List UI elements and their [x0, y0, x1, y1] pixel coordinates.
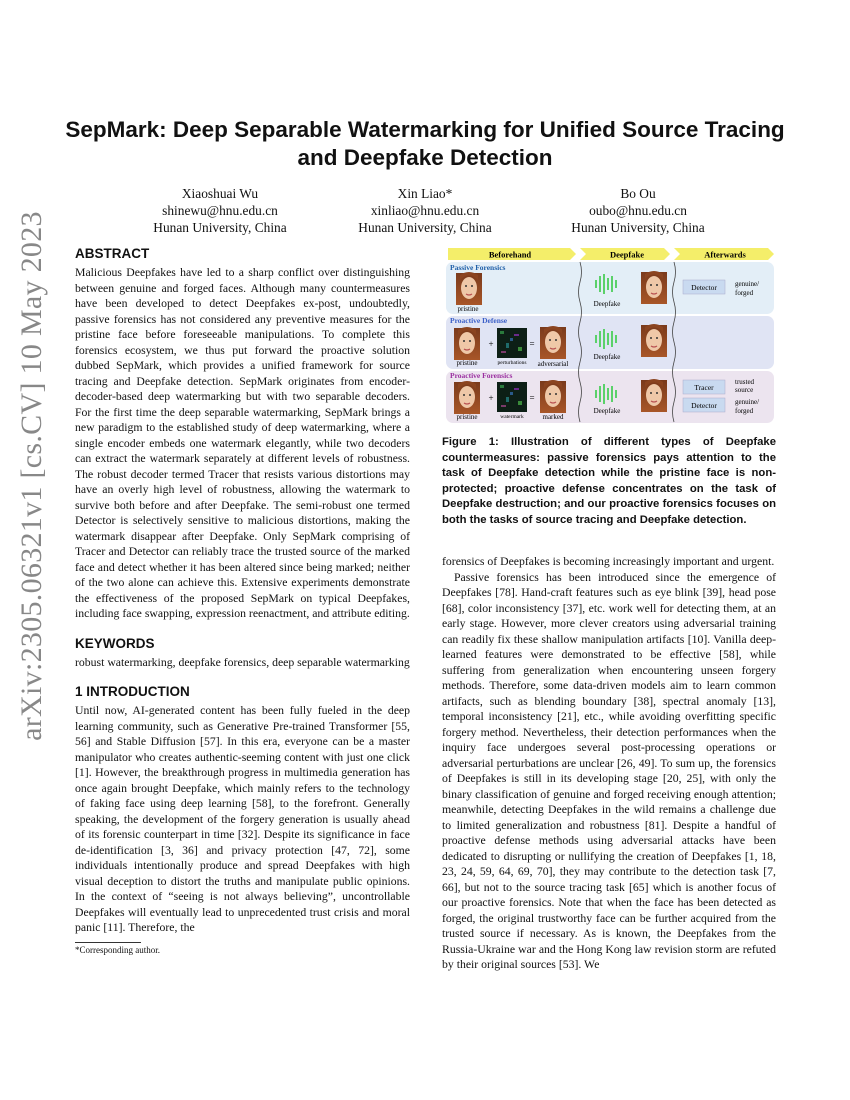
author-email: shinewu@hnu.edu.cn	[162, 203, 278, 218]
panel-title-defense: Proactive Defense	[450, 316, 508, 325]
abstract-text: Malicious Deepfakes have led to a sharp conflict over distinguishing between genuine and forged faces. Although many countermeasures have been developed to detect Deepfakes ex-post, undoubtedly, passive forensics has not considered any preventive measures for the pristine face before foreseeable manipulations. To complete this forensics ecosystem, we thus put forward the proactive solution dubbed SepMark, which provides a unified framework for source tracing and Deepfake detection. SepMark originates from encoder-decoder-based deep watermarking but with two separable decoders. For the first time the deep separable watermarking, SepMark brings a new paradigm to the established study of deep watermarking, where a single encoder embeds one watermark elegantly, while two decoders can extract the watermark separately at different levels of robustness. The robust decoder termed Tracer that resists various distortions may have an overly high level of robustness, allowing the watermark to survive both before and after Deepfake. The semi-robust one termed Detector is selectively sensitive to malicious distortions, making the watermark disappear after Deepfake. Only SepMark comprising of Tracer and Detector can reliably trace the trusted source of the marked face and detect whether it has been altered since being marked; neither of the two alone can achieve this. Extensive experiments demonstrate the effectiveness of the proposed SepMark on typical Deepfakes, including face swapping, expression reenactment, and attribute editing.	[75, 266, 410, 620]
introduction-heading: 1 INTRODUCTION	[75, 684, 190, 699]
label-trusted: trusted	[735, 378, 755, 386]
label-forged: forged	[735, 407, 754, 415]
header-deepfake: Deepfake	[610, 249, 644, 260]
forged-face-icon	[641, 271, 667, 304]
panel-proactive-defense	[446, 316, 774, 369]
forged-face-icon	[641, 379, 667, 412]
destroyed-face-icon	[641, 324, 667, 357]
detector-box-label: Detector	[691, 283, 717, 292]
keywords-text: robust watermarking, deepfake forensics, deep separable watermarking	[75, 655, 410, 669]
right-paragraph-2: Passive forensics has been introduced since the emergence of Deepfakes [78]. Hand-craft features such as eye blink [39], head pose [68], color inconsistency [37], etc. work well for detecting them, at an early stage. However, more clever creators using adversarial training can readily fix these shallow manipulation artifacts [10]. Vanilla deep-learned features were demonstrated to be effective [58], while suffering from generalization when encountering unseen forgery methods. Therefore, some data-driven models aim to learn common artifacts, such as blending boundary [38], spectral anomaly [13], temporal inconsistency [21], etc., while avoiding overfitting specific forgery method. Nevertheless, their detection performances when the inquiry face undergoes several post-processing operations or adversarial perturbations are unclear [26, 49]. To sum up, the forensics of Deepfakes is still in its developing stage [20, 25], with only the binary classification of genuine and forged receiving enough attention; meanwhile, detecting Deepfakes in the wild remains a challenge due to limited generalization and robustness [81]. Despite a handful of proactive defense methods using adversarial attacks have been dedicated to disrupting or nullifying the creation of Deepfakes [1, 18, 23, 24, 59, 64, 69, 70], they may contribute to the detection task [7, 66], but not to the source tracing task [65] which is another focus of our proactive forensics. Note that when the face has been detected as forged, the original trustworthy face can be further acquired from the trusted source if necessary. As is known, the Deepfakes from the Russia-Ukraine war and the Hong Kong law revision storm are refuted by their original sources [53]. We	[442, 570, 776, 971]
author-name: Xiaoshuai Wu	[181, 186, 259, 201]
header-arrows	[448, 248, 774, 260]
right-column	[442, 246, 776, 973]
plus-sign: +	[488, 339, 494, 349]
pristine-face-icon	[456, 272, 482, 305]
introduction-text: Until now, AI-generated content has been fully fueled in the deep learning community, such as Generative Pre-trained Transformer [55, 56] and Stable Diffusion [57]. In this era, everyone can be a master manipulator who creates authentic-seeming content with just one click [1]. However, the breakthrough progress in multimedia generation has once again brought Deepfake, which mainly refers to the technology of faking face using deep learning [58], to the forefront. Generally speaking, the development of the forgery generation is usually ahead of its forensic counterpart in time [32]. Despite its significance in face de-identification [3, 36] and privacy protection [47, 72], some individuals intentionally produce and spread Deepfakes with high visual deception to distort the truths and manipulate public opinions. In the context of “seeing is not always believing”, uncontrollable Deepfakes will eventually lead to unprecedented trust crisis and moral panic [11]. Therefore, the	[75, 704, 410, 934]
panel-proactive-forensics	[446, 371, 774, 423]
header-afterwards: Afterwards	[704, 249, 746, 260]
figure-1-illustration	[442, 246, 776, 424]
label-source: source	[735, 386, 754, 394]
pristine-face-icon	[454, 381, 480, 414]
author-name: Xin Liao*	[397, 186, 453, 201]
author-affiliation: Hunan University, China	[358, 220, 492, 235]
label-marked: marked	[542, 413, 564, 421]
panel-passive-forensics	[446, 262, 774, 314]
label-deepfake: Deepfake	[593, 300, 621, 308]
author-affiliation: Hunan University, China	[571, 220, 705, 235]
label-genuine: genuine/	[735, 280, 760, 288]
left-column	[75, 246, 410, 955]
watermark-icon	[497, 382, 527, 412]
label-adversarial: adversarial	[537, 360, 569, 368]
arxiv-side-stamp	[6, 0, 58, 1100]
label-pristine: pristine	[456, 413, 478, 421]
detector-box-label: Detector	[691, 401, 717, 410]
author-email: xinliao@hnu.edu.cn	[370, 203, 480, 218]
author-block	[60, 185, 790, 245]
footnote: *Corresponding author.	[75, 944, 160, 955]
perturbation-icon	[497, 328, 527, 358]
figure-1-caption: Figure 1: Illustration of different types of Deepfake countermeasures: passive forensics pays attention to the task of Deepfake detection while the pristine face is non-protected; proactive defense concentrates on the task of Deepfake destruction; and our proactive forensics focuses on both the tasks of source tracing and Deepfake detection.	[442, 436, 776, 526]
author-2	[305, 185, 545, 236]
plus-sign: +	[488, 393, 494, 403]
panel-title-passive: Passive Forensics	[450, 263, 506, 272]
tracer-box-label: Tracer	[694, 383, 714, 392]
abstract-heading: ABSTRACT	[75, 246, 150, 261]
label-watermark: watermark	[500, 414, 524, 420]
marked-face-icon	[540, 380, 566, 413]
arxiv-identifier: arXiv:2305.06321v1 [cs.CV] 10 May 2023	[15, 211, 48, 741]
label-deepfake: Deepfake	[593, 407, 621, 415]
panel-title-forensics: Proactive Forensics	[450, 371, 513, 380]
author-name: Bo Ou	[620, 186, 656, 201]
keywords-heading: KEYWORDS	[75, 635, 155, 651]
author-3	[518, 185, 758, 236]
adversarial-face-icon	[540, 326, 566, 359]
right-paragraph-1: forensics of Deepfakes is becoming increasingly important and urgent.	[442, 555, 775, 568]
pristine-face-icon	[454, 327, 480, 360]
author-email: oubo@hnu.edu.cn	[589, 203, 687, 218]
header-beforehand: Beforehand	[488, 249, 532, 260]
footnote-rule	[75, 942, 141, 943]
label-deepfake: Deepfake	[593, 353, 621, 361]
author-1	[100, 185, 340, 236]
label-pristine: pristine	[457, 305, 479, 313]
label-perturbations: perturbations	[497, 360, 527, 366]
label-forged: forged	[735, 289, 754, 297]
equals-sign: =	[529, 393, 535, 403]
author-affiliation: Hunan University, China	[153, 220, 287, 235]
paper-title: SepMark: Deep Separable Watermarking for Unified Source Tracing and Deepfake Detection	[65, 117, 785, 170]
label-genuine: genuine/	[735, 398, 760, 406]
label-pristine: pristine	[456, 359, 478, 367]
equals-sign: =	[529, 339, 535, 349]
